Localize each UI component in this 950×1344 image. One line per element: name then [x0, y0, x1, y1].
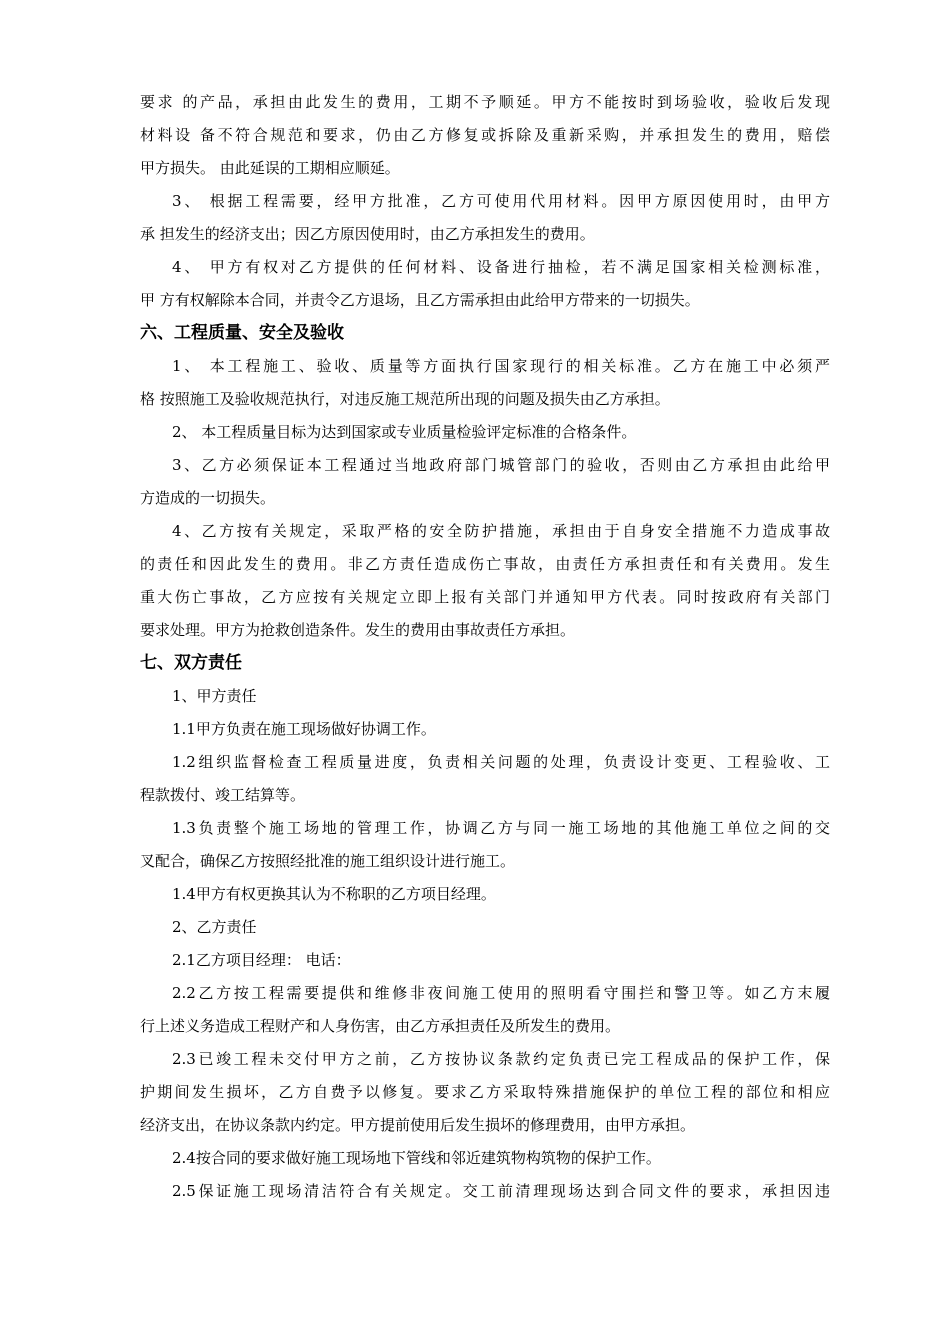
- section-heading: 六、工程质量、安全及验收: [140, 323, 344, 343]
- text-line: 2.1乙方项目经理： 电话：: [172, 951, 351, 969]
- text-line: 4、 甲方有权对乙方提供的任何材料、设备进行抽检，若不满足国家相关检测标准，: [172, 258, 830, 276]
- text-line: 材料设 备不符合规范和要求，仍由乙方修复或拆除及重新采购，并承担发生的费用，赔偿: [140, 126, 830, 144]
- text-line: 2.5保证施工现场清洁符合有关规定。交工前清理现场达到合同文件的要求，承担因违: [172, 1182, 830, 1200]
- text-line: 方造成的一切损失。: [140, 489, 276, 507]
- text-line: 1.2组织监督检查工程质量进度，负责相关问题的处理，负责设计变更、工程验收、工: [172, 753, 830, 771]
- text-line: 1、甲方责任: [172, 687, 257, 705]
- text-line: 行上述义务造成工程财产和人身伤害，由乙方承担责任及所发生的费用。: [140, 1017, 621, 1035]
- text-line: 经济支出，在协议条款内约定。甲方提前使用后发生损坏的修理费用，由甲方承担。: [140, 1116, 696, 1134]
- text-line: 程款拨付、竣工结算等。: [140, 786, 306, 804]
- text-line: 4、乙方按有关规定，采取严格的安全防护措施，承担由于自身安全措施不力造成事故: [172, 522, 830, 540]
- text-line: 1.1甲方负责在施工现场做好协调工作。: [172, 720, 436, 738]
- text-line: 的责任和因此发生的费用。非乙方责任造成伤亡事故，由责任方承担责任和有关费用。发生: [140, 555, 830, 573]
- text-line: 1、 本工程施工、验收、质量等方面执行国家现行的相关标准。乙方在施工中必须严: [172, 357, 830, 375]
- text-line: 要求 的产品，承担由此发生的费用，工期不予顺延。甲方不能按时到场验收，验收后发现: [140, 93, 830, 111]
- text-line: 2、 本工程质量目标为达到国家或专业质量检验评定标准的合格条件。: [172, 423, 637, 441]
- text-line: 重大伤亡事故，乙方应按有关规定立即上报有关部门并通知甲方代表。同时按政府有关部门: [140, 588, 830, 606]
- text-line: 叉配合，确保乙方按照经批准的施工组织设计进行施工。: [140, 852, 516, 870]
- text-line: 1.4甲方有权更换其认为不称职的乙方项目经理。: [172, 885, 496, 903]
- document-body: [140, 86, 830, 1208]
- text-line: 甲方损失。 由此延误的工期相应顺延。: [140, 159, 400, 177]
- text-line: 3、 根据工程需要，经甲方批准，乙方可使用代用材料。因甲方原因使用时，由甲方: [172, 192, 830, 210]
- text-line: 2.3已竣工程未交付甲方之前，乙方按协议条款约定负责已完工程成品的保护工作，保: [172, 1050, 830, 1068]
- section-heading: 七、双方责任: [140, 653, 242, 673]
- text-line: 1.3负责整个施工场地的管理工作，协调乙方与同一施工场地的其他施工单位之间的交: [172, 819, 830, 837]
- text-line: 要求处理。甲方为抢救创造条件。发生的费用由事故责任方承担。: [140, 621, 576, 639]
- text-line: 护期间发生损坏，乙方自费予以修复。要求乙方采取特殊措施保护的单位工程的部位和相应: [140, 1083, 830, 1101]
- text-line: 2.2乙方按工程需要提供和维修非夜间施工使用的照明看守围拦和警卫等。如乙方末履: [172, 984, 830, 1002]
- text-line: 格 按照施工及验收规范执行，对违反施工规范所出现的问题及损失由乙方承担。: [140, 390, 670, 408]
- text-line: 2.4按合同的要求做好施工现场地下管线和邻近建筑物构筑物的保护工作。: [172, 1149, 661, 1167]
- text-line: 3、乙方必须保证本工程通过当地政府部门城管部门的验收，否则由乙方承担由此给甲: [172, 456, 830, 474]
- text-line: 甲 方有权解除本合同，并责令乙方退场，且乙方需承担由此给甲方带来的一切损失。: [140, 291, 700, 309]
- text-line: 2、乙方责任: [172, 918, 257, 936]
- text-line: 承 担发生的经济支出；因乙方原因使用时，由乙方承担发生的费用。: [140, 225, 595, 243]
